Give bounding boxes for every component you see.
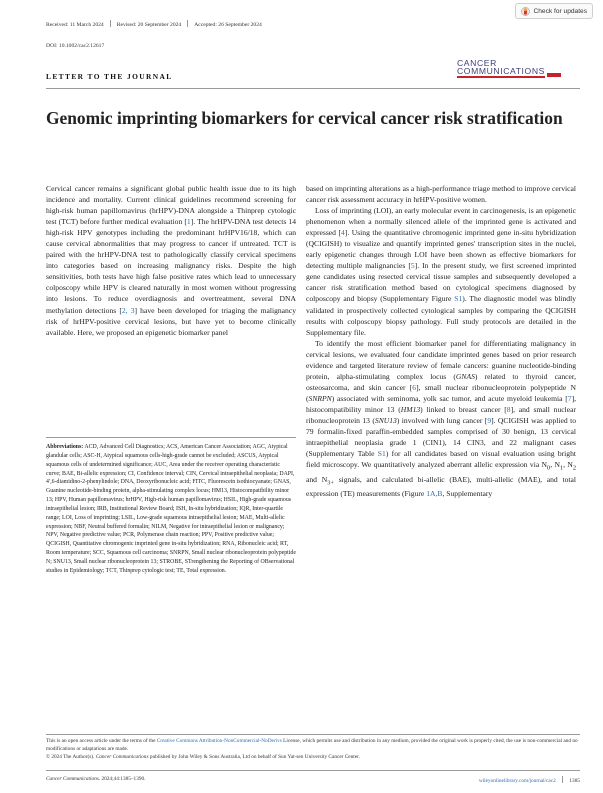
received-date: Received: 11 March 2024 xyxy=(46,22,104,28)
section-divider xyxy=(46,88,580,89)
citation-link[interactable]: 9 xyxy=(487,415,492,425)
license-text: This is an open access article under the terms of the Creative Commons Attribution-NonCommercial-NoDerivs License, which permits use and distribution in any medium, provided the original work is properly cited, the use is non-commercial and no modifications or adaptations are made. xyxy=(46,738,578,753)
left-column xyxy=(46,183,296,338)
figure-link[interactable]: 1A,B xyxy=(426,489,443,499)
doi[interactable]: DOI: 10.1002/cac2.12617 xyxy=(46,43,105,49)
gene-name: SNRPN xyxy=(308,393,332,403)
copyright-text: © 2024 The Author(s). Cancer Communications published by John Wiley & Sons Australia, Ltd on behalf of Sun Yat-sen University Cancer Center. xyxy=(46,754,360,761)
article-dates xyxy=(46,20,262,28)
right-column xyxy=(306,183,576,499)
paragraph: To identify the most efficient biomarker panel for differentiating malignancy in cervical lesions, we evaluated four candidate imprinted genes based on prior research evidence and targeted literature review of female cancers: guanine nucleotide-binding protein, alpha-stimulating complex locus (GNAS) related to thyroid cancer, osteosarcoma, and skin cancer [6], small nuclear ribonucleoprotein polypeptide N (SNRPN) associated with seminoma, yolk sac tumor, and acute myeloid leukemia [7], histocompatibility minor 13 (HM13) linked to breast cancer [8], and small nuclear ribonucleoprotein 13 (SNU13) involved with lung cancer [9]. QCIGISH was applied to 79 formalin-fixed paraffin-embedded samples comprised of 30 benign, 13 cervical intraepithelial neoplasia grade 1 (CIN1), 14 CIN3, and 22 malignant cases (Supplementary Table S1) for all candidates based on visual evaluation using bright field microscopy. We quantitatively analyzed aberrant allelic expression via $N_0$, $N_1$, $N_2$ and $N_{3+}$ signals, and calculated bi-allelic (BAE), multi-allelic (MAE), and total expression (TE) measurements (Figure 1A,B, Supplementary xyxy=(306,338,577,499)
citation-link[interactable]: 4 xyxy=(341,228,345,238)
abbreviations-divider xyxy=(46,437,296,438)
citation-link[interactable]: 1 xyxy=(186,217,191,227)
footer-separator xyxy=(562,776,563,783)
supplementary-link[interactable]: S1 xyxy=(454,294,463,304)
journal-logo xyxy=(455,58,575,80)
article-title: Genomic imprinting biomarkers for cervical cancer risk stratification xyxy=(46,108,563,128)
citation-link[interactable]: 6 xyxy=(412,382,417,392)
gene-name: SNU13 xyxy=(374,415,397,425)
date-separator xyxy=(110,20,111,27)
journal-logo-line2: COMMUNICATIONS xyxy=(457,66,545,76)
license-divider xyxy=(46,734,580,735)
paragraph: based on imprinting alterations as a high-performance triage method to improve cervical cancer risk assessment accuracy in hrHPV-positive women. xyxy=(306,184,576,205)
check-updates-icon xyxy=(521,7,530,16)
check-updates-label: Check for updates xyxy=(533,7,587,15)
abbreviations-footnote xyxy=(46,443,296,576)
citation-link[interactable]: 5 xyxy=(410,261,415,271)
footer-citation: Cancer Communications. 2024;44:1385–1390. xyxy=(46,776,146,782)
paragraph: Cervical cancer remains a significant global public health issue due to its high incidence and mortality. Current clinical guidelines recommend screening for high-risk human papillomavirus (hrHPV)-DNA alongside a Thinprep cytologic test (TCT) before further medical evaluation [1]. The hrHPV-DNA test detects 14 high-risk HPV genotypes including the predominant hrHPV16/18, which can cause cervical abnormalities that may progress to cancer if untreated. TCT is paired with the hrHPV-DNA test to pathologically classify cervical specimens into categories based on increasing malignancy risks. Despite the high sensitivities, both tests have high false positive rates which lead to unnecessary colposcopy while HPV is cleared naturally in most women without progressing into lesions. To reduce overdiagnosis and overtreatment, several DNA methylation detections [2, 3] have been developed for triaging the malignancy risk of hrHPV-positive cervical lesions, but have yet to become clinically available. Here, we proposed an epigenetic biomarker panel xyxy=(46,184,296,337)
accepted-date: Accepted: 26 September 2024 xyxy=(194,22,262,28)
license-link[interactable]: Creative Commons Attribution-NonCommercial-NoDerivs xyxy=(156,738,282,744)
journal-logo-line1: CANCER xyxy=(457,58,497,68)
logo-underline xyxy=(457,76,545,78)
citation-link[interactable]: 2, 3 xyxy=(121,305,135,315)
journal-url-link[interactable]: wileyonlinelibrary.com/journal/cac2 xyxy=(478,778,556,784)
gene-name: HM13 xyxy=(400,404,421,414)
license-note xyxy=(46,737,580,762)
gene-name: GNAS xyxy=(455,371,475,381)
citation-link[interactable]: 8 xyxy=(506,404,511,414)
footer-divider xyxy=(46,770,580,771)
abbreviations-label: Abbreviations: xyxy=(46,444,84,450)
page-number: 1385 xyxy=(569,778,580,784)
check-for-updates-button[interactable] xyxy=(515,3,593,19)
revised-date: Revised: 20 September 2024 xyxy=(116,22,182,28)
paragraph: Loss of imprinting (LOI), an early molecular event in carcinogenesis, is an epigenetic phenomenon when a normally silenced allele of the imprinted gene is activated and expressed [4]. Using the quantitative chromogenic imprinted gene in-situ hybridization (QCIGISH) to visualize and quantify imprinted genes' transcription sites in the nuclei, early epigenetic changes through LOI have been shown as effective biomarkers for detecting multiple malignancies [5]. In the present study, we first screened imprinted gene candidates using resected cervical tissue samples and subsequently developed a cancer risk stratification method based on cytological specimens diagnosed by colposcopy and biopsy (Supplementary Figure S1). The diagnostic model was blindly validated in prospectively collected cytological samples by comparing the QCIGISH results with colposcopy biopsy pathology. Full study protocols are detailed in the Supplementary file. xyxy=(306,206,577,337)
abbreviations-text: ACD, Advanced Cell Diagnostics; ACS, American Cancer Association; AGC, Atypical glandular cells; ASC-H, Atypical squamous cells-high-grade cannot be excluded; ASCUS, Atypical squamous cells of undetermined significance; AUC, Area under the receiver operating characteristic curve; BAE, Bi-allelic expression; CI, Confidence interval; CIN, Cervical intraepithelial neoplasia; DAPI, 4′,6-diamidino-2-phenylindole; DNA, Deoxyribonucleic acid; FITC, Fluorescein isothiocyanate; GNAS, Guanine nucleotide-binding protein, alpha-stimulating complex locus; HM13, Histocompatibility minor 13; HPV, Human papillomavirus; hrHPV, High-risk human papillomavirus; HSIL, High-grade squamous intraepithelial lesion; IRB, Institutional Review Board; ISH, In-situ hybridization; IQR, Inter-quartile range; LOI, Loss of imprinting; LSIL, Low-grade squamous intraepithelial lesion; MAE, Multi-allelic expression; NBF, Neutral buffered formalin; NILM, Negative for intraepithelial lesion or malignancy; NPV, Negative predictive value; PCR, Polymerase chain reaction; PPV, Positive predictive value; QCIGISH, Quantitative chromogenic imprinted gene in-situ hybridization; RNA, Ribonucleic acid; RT, Room temperature; SCC, Squamous cell carcinoma; SNRPN, Small nuclear ribonucleoprotein polypeptide N; SNU13, Small nuclear ribonucleoprotein 13; STROBE, STrengthening the Reporting of OBservational studies in Epidemiology; TCT, Thinprep cytologic test; TE, Total expression. xyxy=(46,444,296,574)
date-separator xyxy=(187,20,188,27)
page-footer xyxy=(46,776,580,782)
logo-tag xyxy=(547,73,561,77)
citation-link[interactable]: 7 xyxy=(567,393,572,403)
section-label: LETTER TO THE JOURNAL xyxy=(46,72,173,81)
supplementary-link[interactable]: S1 xyxy=(377,449,386,459)
